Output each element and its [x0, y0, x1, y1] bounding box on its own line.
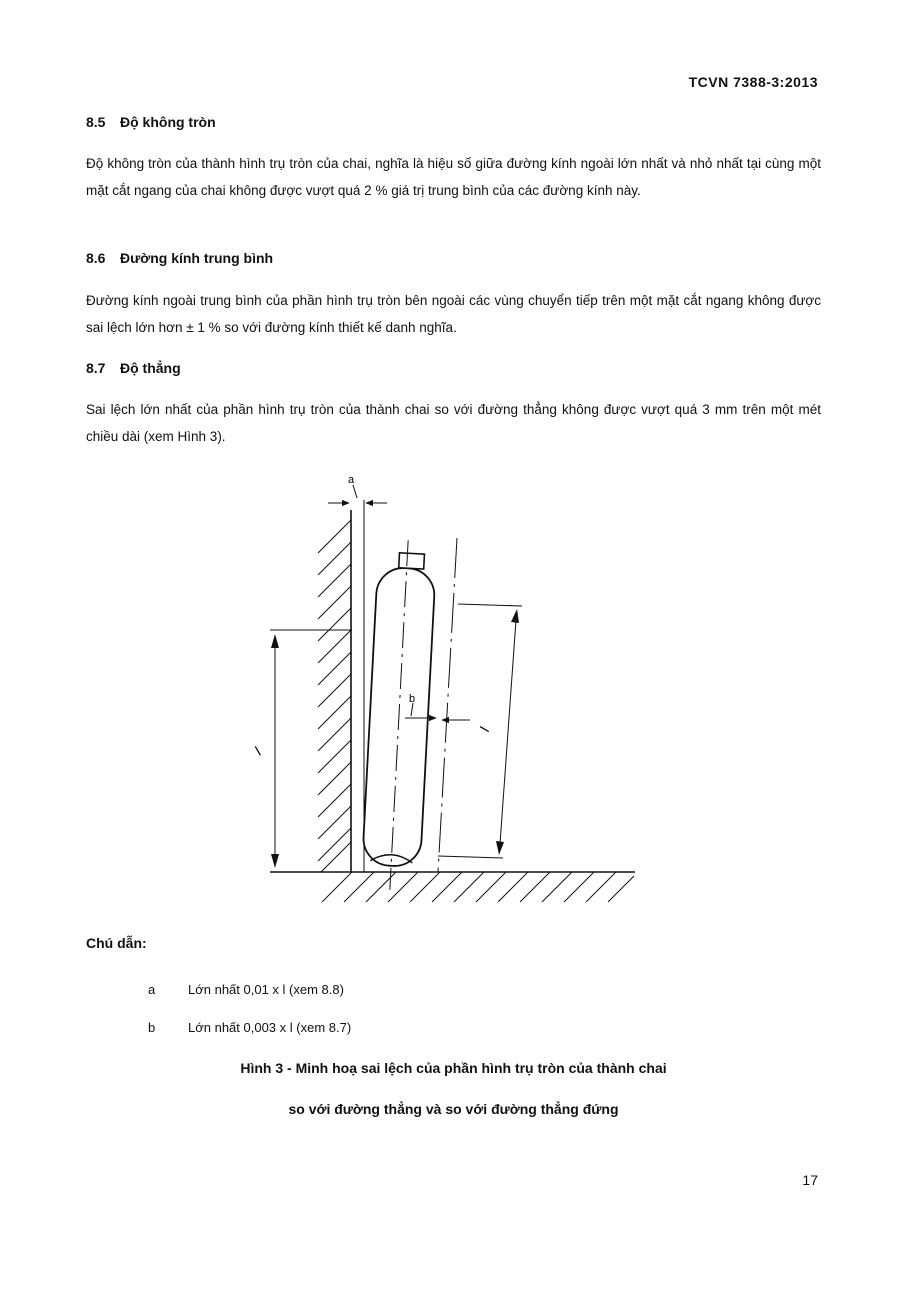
section-number: 8.5: [86, 114, 106, 130]
figure-label-b: b: [409, 693, 416, 705]
legend-key: b: [148, 1020, 156, 1035]
legend-key: a: [148, 982, 156, 997]
leader-a: [353, 485, 357, 498]
dimension-line-l-right: [500, 620, 516, 844]
section-title: Đường kính trung bình: [120, 250, 274, 266]
legend-title: Chú dẫn:: [86, 935, 147, 951]
extension-line-bottom-right: [438, 856, 503, 858]
wall-hatching: [318, 520, 351, 872]
section-number: 8.7: [86, 360, 106, 376]
arrowhead-l-left-top: [271, 634, 279, 648]
extension-line-top-right: [458, 604, 522, 606]
legend-item-a: [148, 982, 344, 997]
document-id: TCVN 7388-3:2013: [688, 74, 818, 90]
floor-hatching: [322, 872, 634, 902]
section-number: 8.6: [86, 250, 106, 266]
paragraph: Độ không tròn của thành hình trụ tròn của chai, nghĩa là hiệu số giữa đường kính ngoài lớn nhất và nhỏ nhất tại cùng một mặt cắt ngang của chai không được vượt quá 2 % giá trị trung bình của các đường kính này.: [86, 156, 821, 198]
section-title: Độ không tròn: [120, 114, 216, 130]
figure-caption-line-2: so với đường thẳng và so với đường thẳng đứng: [288, 1101, 619, 1117]
paragraph: Đường kính ngoài trung bình của phần hình trụ tròn bên ngoài các vùng chuyển tiếp trên một mặt cắt ngang không được sai lệch lớn hơn ± 1 % so với đường kính thiết kế danh nghĩa.: [86, 293, 821, 335]
cylinder-body: [361, 539, 437, 892]
paragraph: Sai lệch lớn nhất của phần hình trụ tròn của thành chai so với đường thẳng không được vượt quá 3 mm trên một mét chiều dài (xem Hình 3).: [86, 402, 821, 444]
figure-label-l-right: l: [476, 723, 493, 735]
arrowhead-l-right-top: [511, 609, 519, 623]
cylinder-neck: [399, 553, 425, 569]
page-number: 17: [802, 1172, 818, 1188]
reference-line-b: [438, 538, 457, 872]
cylinder-axis: [390, 540, 408, 890]
figure-caption-line-1: Hình 3 - Minh hoạ sai lệch của phần hình trụ tròn của thành chai: [240, 1060, 667, 1076]
legend-item-b: [148, 1020, 351, 1035]
figure-label-a: a: [348, 474, 355, 486]
legend-text: Lớn nhất 0,01 x l (xem 8.8): [188, 982, 344, 997]
arrowhead-l-right-bottom: [496, 841, 504, 855]
arrowhead-l-left-bottom: [271, 854, 279, 868]
legend-text: Lớn nhất 0,003 x l (xem 8.7): [188, 1020, 352, 1035]
figure-label-l-left: l: [252, 743, 264, 759]
section-title: Độ thẳng: [120, 360, 181, 376]
